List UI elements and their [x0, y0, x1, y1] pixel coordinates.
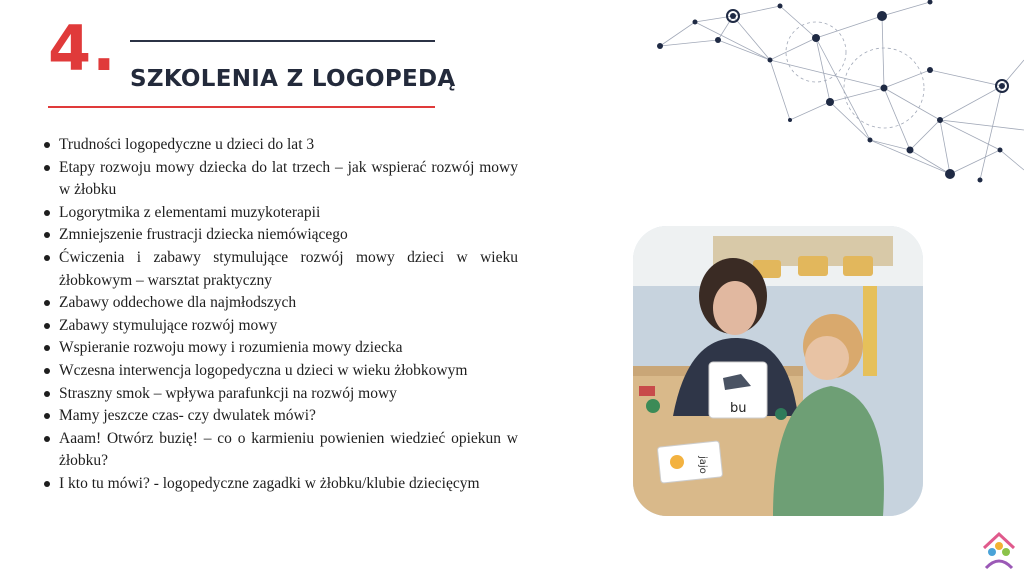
list-item: Trudności logopedyczne u dzieci do lat 3 — [42, 134, 518, 157]
list-item: Wspieranie rozwoju mowy i rozumienia mowy dziecka — [42, 337, 518, 360]
list-item: Zmniejszenie frustracji dziecka niemówiącego — [42, 224, 518, 247]
list-item: I kto tu mówi? - logopedyczne zagadki w żłobku/klubie dziecięcym — [42, 473, 518, 496]
list-item: Logorytmika z elementami muzykoterapii — [42, 202, 518, 225]
network-decoration — [640, 0, 1024, 200]
list-item: Aaam! Otwórz buzię! – co o karmieniu powienien wiedzieć opiekun w żłobku? — [42, 428, 518, 473]
card-table-text: jajo — [697, 456, 708, 474]
list-item: Wczesna interwencja logopedyczna u dzieci w wieku żłobkowym — [42, 360, 518, 383]
list-item: Zabawy oddechowe dla najmłodszych — [42, 292, 518, 315]
logo-icon — [978, 528, 1020, 572]
list-item: Straszny smok – wpływa parafunkcji na rozwój mowy — [42, 383, 518, 406]
section-number: 4. — [48, 12, 117, 85]
training-topics-list — [42, 134, 518, 496]
list-item: Etapy rozwoju mowy dziecka do lat trzech – jak wspierać rozwój mowy w żłobku — [42, 157, 518, 202]
classroom-photo — [633, 226, 923, 516]
list-item: Zabawy stymulujące rozwój mowy — [42, 315, 518, 338]
card-front-text: bu — [730, 401, 747, 416]
title-rule-bottom — [48, 106, 435, 108]
list-item: Mamy jeszcze czas- czy dwulatek mówi? — [42, 405, 518, 428]
title-rule-top — [130, 40, 435, 42]
list-item: Ćwiczenia i zabawy stymulujące rozwój mowy dzieci w wieku żłobkowym – warsztat praktyczny — [42, 247, 518, 292]
slide-title: SZKOLENIA Z LOGOPEDĄ — [130, 66, 456, 92]
